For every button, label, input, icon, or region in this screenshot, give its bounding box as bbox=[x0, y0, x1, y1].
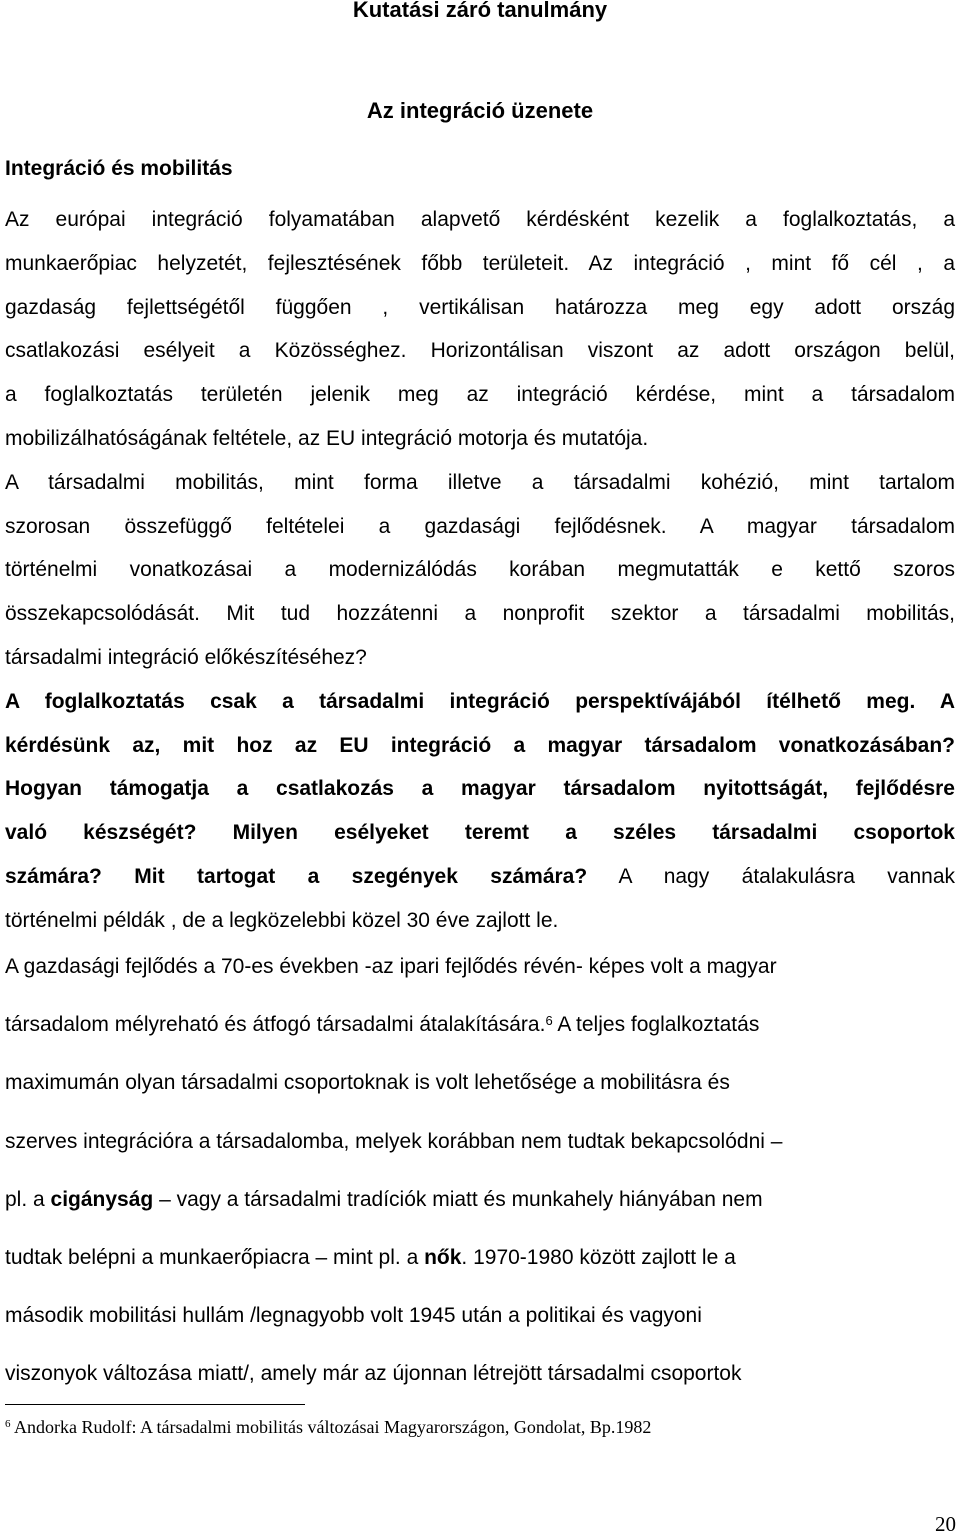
text: tudtak belépni a munkaerőpiacra – mint pl. a bbox=[5, 1246, 425, 1270]
text: A teljes foglalkoztatás bbox=[552, 1013, 760, 1037]
text: társadalom mélyreható és átfogó társadalmi átalakítására. bbox=[5, 1013, 546, 1037]
text-line: mobilizálhatóságának feltétele, az EU integráció motorja és mutatója. bbox=[5, 426, 649, 450]
running-header: Kutatási záró tanulmány bbox=[352, 0, 608, 22]
text-line: munkaerőpiac helyzetét, fejlesztésének főbb területeit. Az integráció , mint fő cél , a bbox=[5, 251, 955, 275]
text-line: társadalmi integráció előkészítéséhez? bbox=[5, 645, 367, 669]
text-line: viszonyok változása miatt/, amely már az újonnan létrejött társadalmi csoportok bbox=[5, 1362, 742, 1386]
text-line: A gazdasági fejlődés a 70-es években -az ipari fejlődés révén- képes volt a magyar bbox=[5, 955, 777, 978]
mixed-text-line bbox=[5, 855, 955, 899]
text: pl. a bbox=[5, 1187, 51, 1211]
bold-text: cigányság bbox=[50, 1187, 154, 1211]
text-line bbox=[5, 1171, 955, 1229]
text: . 1970-1980 között zajlott le a bbox=[461, 1246, 736, 1270]
footnote-marker: 6 bbox=[5, 1418, 11, 1430]
text-line: csatlakozási esélyeit a Közösséghez. Horizontálisan viszont az adott országon belül, bbox=[5, 339, 955, 363]
text-line: A társadalmi mobilitás, mint forma illetve a társadalmi kohézió, mint tartalom bbox=[5, 470, 955, 494]
bold-text-line: A foglalkoztatás csak a társadalmi integráció perspektívájából ítélhető meg. A bbox=[5, 689, 955, 713]
text-line: történelmi vonatkozásai a modernizálódás korában megmutatták e kettő szoros bbox=[5, 558, 955, 582]
text-line: összekapcsolódását. Mit tud hozzátenni a nonprofit szektor a társadalmi mobilitás, bbox=[5, 602, 955, 626]
paragraph-economic-development bbox=[5, 938, 955, 1404]
document-title: Az integráció üzenete bbox=[366, 98, 594, 123]
text-line: történelmi példák , de a legközelebbi közel 30 éve zajlott le. bbox=[5, 908, 559, 932]
footnote-separator bbox=[5, 1404, 305, 1405]
text-line: maximumán olyan társadalmi csoportoknak is volt lehetősége a mobilitásra és bbox=[5, 1071, 730, 1095]
text-line: a foglalkoztatás területén jelenik meg az integráció kérdése, mint a társadalom bbox=[5, 383, 955, 407]
text-line: Az európai integráció folyamatában alapvető kérdésként kezelik a foglalkoztatás, a bbox=[5, 208, 955, 231]
footnote bbox=[5, 1415, 651, 1439]
page-number: 20 bbox=[935, 1512, 956, 1536]
bold-text: nők bbox=[424, 1246, 462, 1270]
text-line bbox=[5, 996, 955, 1054]
footnote-text: Andorka Rudolf: A társadalmi mobilitás változásai Magyarországon, Gondolat, Bp.1982 bbox=[10, 1417, 652, 1437]
text-line: szorosan összefüggő feltételei a gazdasági fejlődésnek. A magyar társadalom bbox=[5, 514, 955, 538]
bold-text: számára? Mit tartogat a szegények számára? bbox=[5, 864, 588, 888]
text: A nagy átalakulásra vannak bbox=[587, 864, 955, 888]
bold-text-line: kérdésünk az, mit hoz az EU integráció a magyar társadalom vonatkozásában? bbox=[5, 733, 955, 757]
text: – vagy a társadalmi tradíciók miatt és munkahely hiányában nem bbox=[153, 1187, 763, 1211]
section-title: Integráció és mobilitás bbox=[5, 157, 233, 180]
text-line: szerves integrációra a társadalomba, melyek korábban nem tudtak bekapcsolódni – bbox=[5, 1129, 783, 1153]
paragraph-integration bbox=[5, 198, 955, 943]
bold-text-line: való készségét? Milyen esélyeket teremt a széles társadalmi csoportok bbox=[5, 821, 955, 845]
bold-text-line: Hogyan támogatja a csatlakozás a magyar társadalom nyitottságát, fejlődésre bbox=[5, 777, 955, 801]
text-line: második mobilitási hullám /legnagyobb volt 1945 után a politikai és vagyoni bbox=[5, 1304, 702, 1328]
text-line bbox=[5, 1229, 955, 1287]
text-line: gazdaság fejlettségétől függően , vertikálisan határozza meg egy adott ország bbox=[5, 295, 955, 319]
footnote-reference: 6 bbox=[545, 1013, 553, 1029]
